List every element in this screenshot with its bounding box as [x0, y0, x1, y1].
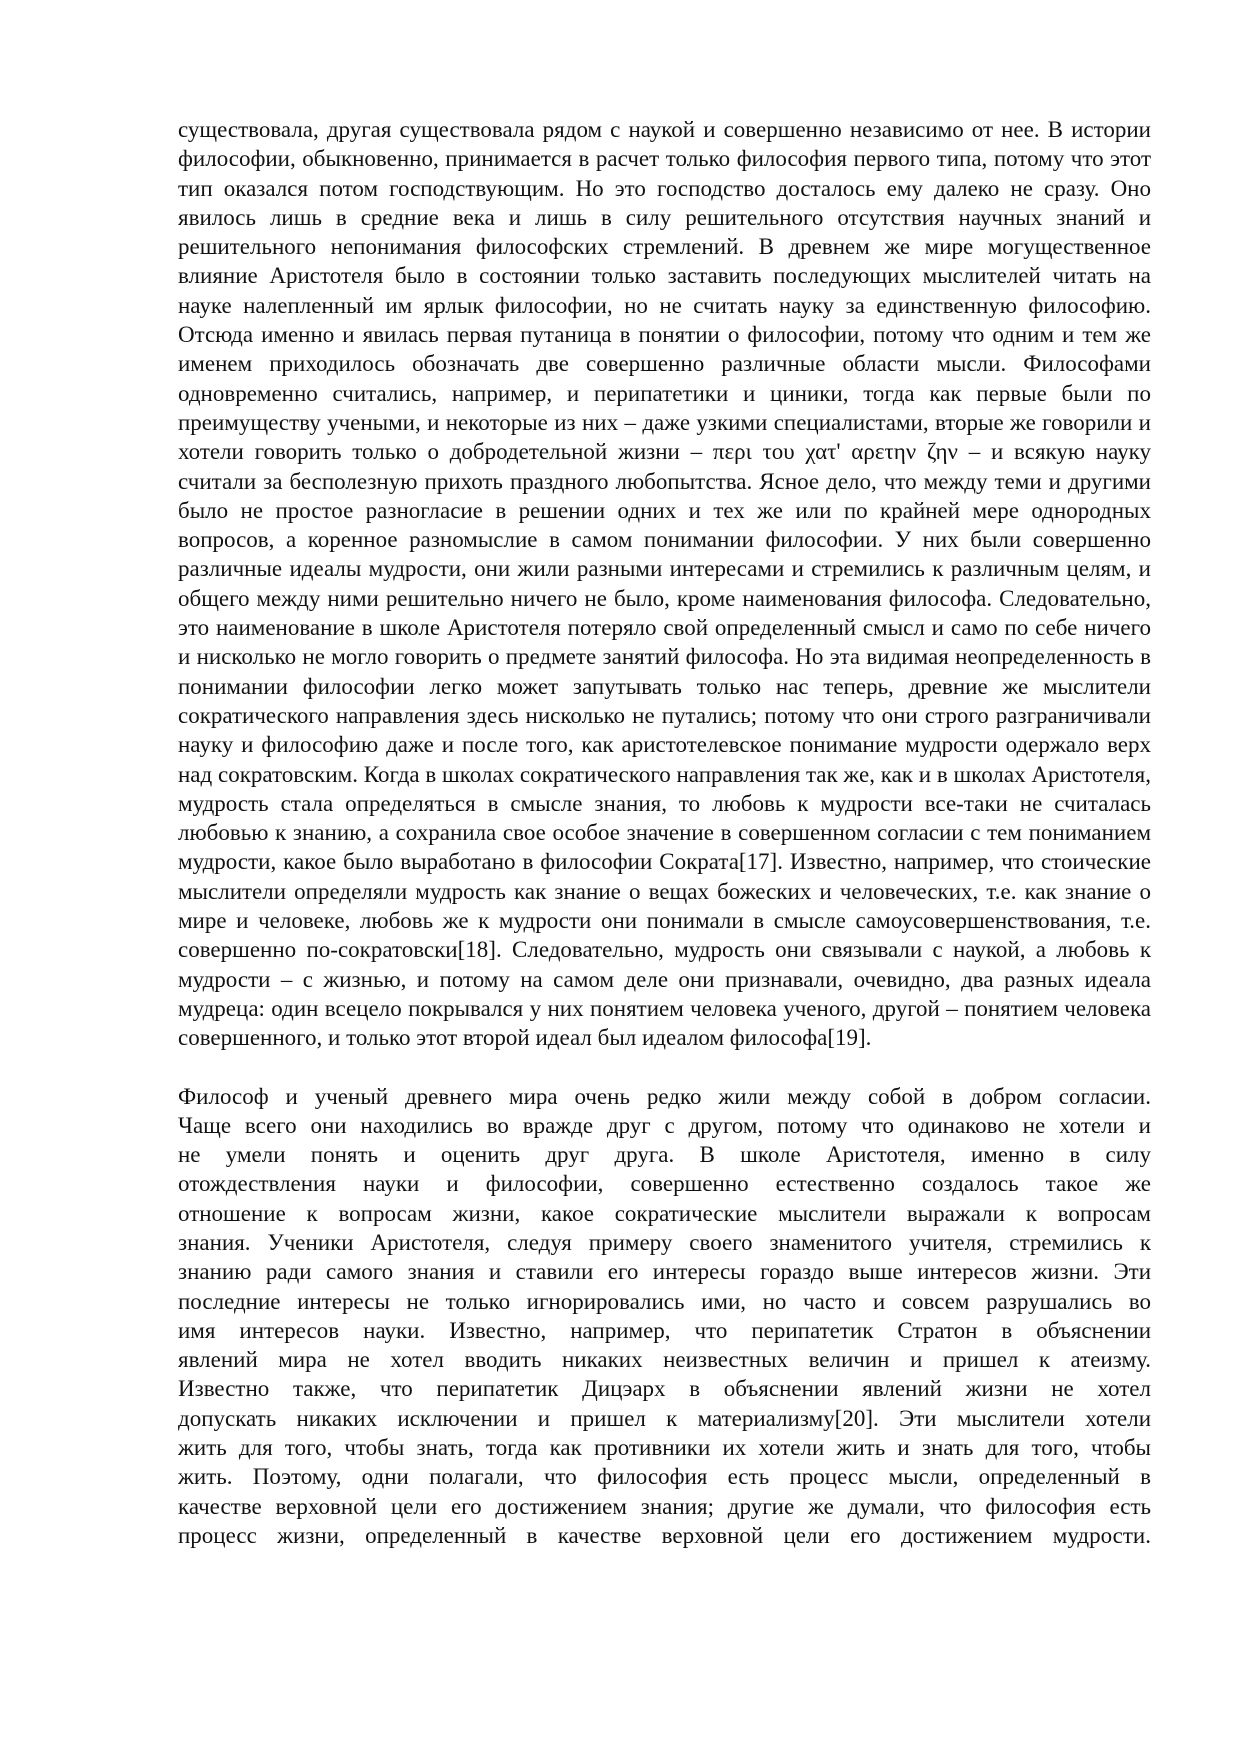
paragraph-2-line: жить. Поэтому, одни полагали, что философия есть процесс мысли, определенный в: [178, 1464, 1151, 1490]
paragraph-2-line: последние интересы не только игнорировались ими, но часто и совсем разрушались во: [178, 1288, 1151, 1314]
paragraph-2: [178, 1082, 1151, 1551]
paragraph-2-line: не умели понять и оценить друг друга. В школе Аристотеля, именно в силу: [178, 1142, 1151, 1168]
paragraph-2-line: процесс жизни, определенный в качестве верховной цели его достижением мудрости.: [178, 1522, 1151, 1548]
paragraph-2-line: допускать никаких исключении и пришел к материализму[20]. Эти мыслители хотели: [178, 1405, 1151, 1431]
paragraph-2-line: качестве верховной цели его достижением знания; другие же думали, что философия есть: [178, 1493, 1151, 1519]
paragraph-2-line: знания. Ученики Аристотеля, следуя примеру своего знаменитого учителя, стремились к: [178, 1229, 1151, 1255]
paragraph-2-line: Известно также, что перипатетик Дицэарх в объяснении явлений жизни не хотел: [178, 1376, 1151, 1402]
paragraph-2-line: Чаще всего они находились во вражде друг с другом, потому что одинаково не хотели и: [178, 1112, 1151, 1138]
paragraph-2-line: знанию ради самого знания и ставили его интересы гораздо выше интересов жизни. Эти: [178, 1259, 1151, 1285]
paragraph-2-line: жить для того, чтобы знать, тогда как противники их хотели жить и знать для того, чтобы: [178, 1435, 1151, 1461]
paragraph-2-line: явлений мира не хотел вводить никаких неизвестных величин и пришел к атеизму.: [178, 1347, 1151, 1373]
paragraph-1: существовала, другая существовала рядом с наукой и совершенно независимо от нее. В истории философии, обыкновенно, принимается в расчет только философия первого типа, потому что этот тип оказался потом господствующим. Но это господство досталось ему далеко не сразу. Оно явилось лишь в средние века и лишь в силу решительного отсутствия научных знаний и решительного непонимания философских стремлений. В древнем же мире могущественное влияние Аристотеля было в состоянии только заставить последующих мыслителей читать на науке налепленный им ярлык философии, но не считать науку за единственную философию. Отсюда именно и явилась первая путаница в понятии о философии, потому что одним и тем же именем приходилось обозначать две совершенно различные области мысли. Философами одновременно считались, например, и перипатетики и циники, тогда как первые были по преимуществу учеными, и некоторые из них – даже узкими специалистами, вторые же говорили и хотели говорить только о добродетельной жизни – περι του χατ' αρετην ζην – и всякую науку считали за бесполезную прихоть праздного любопытства. Ясное дело, что между теми и другими было не простое разногласие в решении одних и тех же или по крайней мере однородных вопросов, а коренное разномыслие в самом понимании философии. У них были совершенно различные идеалы мудрости, они жили разными интересами и стремились к различным целям, и общего между ними решительно ничего не было, кроме наименования философа. Следовательно, это наименование в школе Аристотеля потеряло свой определенный смысл и само по себе ничего и нисколько не могло говорить о предмете занятий философа. Но эта видимая неопределенность в понимании философии легко может запутывать только нас теперь, древние же мыслители сократического направления здесь нисколько не путались; потому что они строго разграничивали науку и философию даже и после того, как аристотелевское понимание мудрости одержало верх над сократовским. Когда в школах сократического направления так же, как и в школах Аристотеля, мудрость стала определяться в смысле знания, то любовь к мудрости все-таки не считалась любовью к знанию, а сохранила свое особое значение в совершенном согласии с тем пониманием мудрости, какое было выработано в философии Сократа[17]. Известно, например, что стоические мыслители определяли мудрость как знание о вещах божеских и человеческих, т.е. как знание о мире и человеке, любовь же к мудрости они понимали в смысле самоусовершенствования, т.е. совершенно по-сократовски[18]. Следовательно, мудрость они связывали с наукой, а любовь к мудрости – с жизнью, и потому на самом деле они признавали, очевидно, два разных идеала мудреца: один всецело покрывался у них понятием человека ученого, другой – понятием человека совершенного, и только этот второй идеал был идеалом философа[19].: [178, 117, 1151, 1051]
paragraph-2-line: Философ и ученый древнего мира очень редко жили между собой в добром согласии.: [178, 1083, 1151, 1109]
paragraph-2-line: отождествления науки и философии, совершенно естественно создалось такое же: [178, 1171, 1151, 1197]
paragraph-2-line: отношение к вопросам жизни, какое сократические мыслители выражали к вопросам: [178, 1200, 1151, 1226]
document-body: [178, 115, 1151, 1550]
paragraph-2-line: имя интересов науки. Известно, например, что перипатетик Стратон в объяснении: [178, 1317, 1151, 1343]
